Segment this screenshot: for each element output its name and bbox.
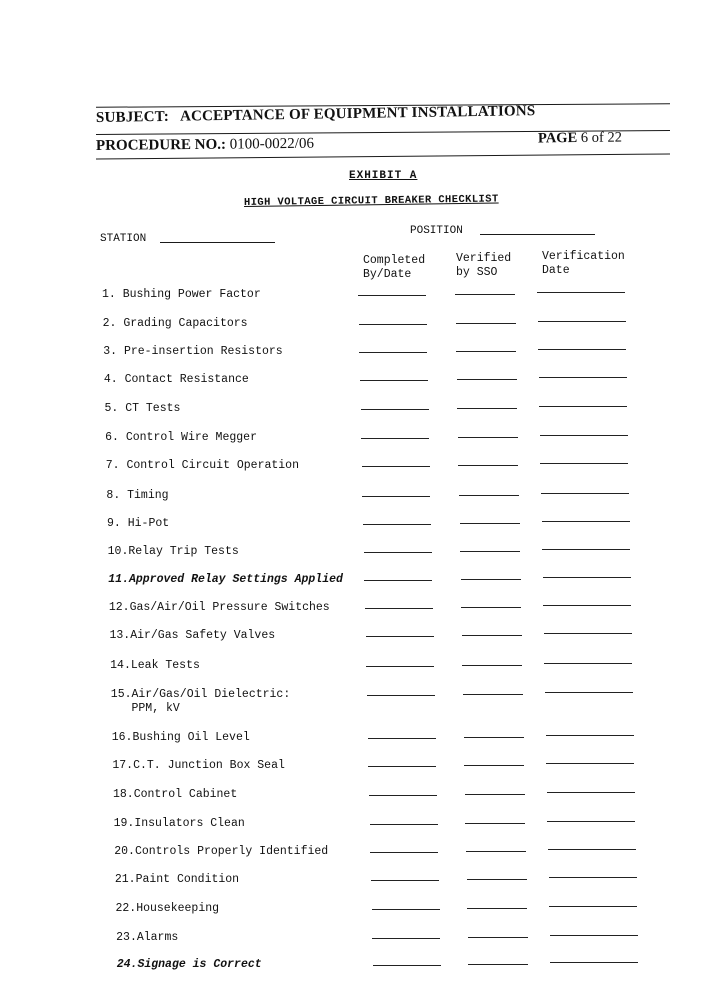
verified-blank-22[interactable] [467,908,527,909]
checklist-item-4: 4. Contact Resistance [103,373,249,386]
verified-blank-19[interactable] [465,823,525,824]
completed-blank-14[interactable] [366,666,434,667]
completed-blank-19[interactable] [370,824,438,825]
page-value: 6 of 22 [580,129,622,146]
checklist-item-18: 18.Control Cabinet [113,788,238,801]
verified-blank-7[interactable] [458,465,518,466]
completed-blank-12[interactable] [365,608,433,609]
verification-date-blank-3[interactable] [538,349,626,350]
verification-date-blank-1[interactable] [537,292,625,293]
completed-blank-16[interactable] [368,738,436,739]
verified-blank-9[interactable] [460,523,520,524]
completed-blank-3[interactable] [359,352,427,353]
completed-blank-5[interactable] [361,409,429,410]
verification-date-blank-15[interactable] [545,692,633,693]
verification-date-blank-22[interactable] [549,906,637,907]
exhibit-title: EXHIBIT A [349,170,418,182]
procedure-number: 0100-0022/06 [229,135,314,153]
checklist-item-8: 8. Timing [106,489,169,502]
verification-date-blank-11[interactable] [543,577,631,578]
verified-blank-3[interactable] [456,351,516,352]
checklist-item-16: 16.Bushing Oil Level [111,731,250,744]
column-header-verification-date: Verification Date [542,250,625,277]
verified-blank-14[interactable] [462,665,522,666]
checklist-item-23: 23.Alarms [116,931,179,944]
verification-date-blank-18[interactable] [547,792,635,793]
completed-blank-6[interactable] [361,438,429,439]
checklist-item-24: 24.Signage is Correct [116,958,262,971]
completed-blank-9[interactable] [363,524,431,525]
checklist-item-1: 1. Bushing Power Factor [102,288,261,301]
procedure-line [96,136,314,155]
checklist-item-9: 9. Hi-Pot [107,517,170,530]
completed-blank-11[interactable] [364,580,432,581]
checklist-item-20: 20.Controls Properly Identified [114,845,329,858]
position-blank[interactable] [480,234,595,235]
checklist-item-15: 15.Air/Gas/Oil Dielectric: PPM, kV [110,688,291,715]
verification-date-blank-14[interactable] [544,663,632,664]
verified-blank-12[interactable] [461,607,521,608]
completed-blank-2[interactable] [359,324,427,325]
verification-date-blank-13[interactable] [544,633,632,634]
verification-date-blank-4[interactable] [539,377,627,378]
header-rule-bottom [96,153,670,159]
verification-date-blank-20[interactable] [548,849,636,850]
verified-blank-6[interactable] [458,437,518,438]
verified-blank-8[interactable] [459,495,519,496]
verified-blank-21[interactable] [467,879,527,880]
checklist-item-21: 21.Paint Condition [114,873,240,886]
verification-date-blank-23[interactable] [550,935,638,936]
checklist-item-22: 22.Housekeeping [115,902,220,915]
procedure-label: PROCEDURE NO.: [95,136,227,154]
verified-blank-5[interactable] [457,408,517,409]
verification-date-blank-8[interactable] [541,493,629,494]
completed-blank-15[interactable] [367,695,435,696]
checklist-item-3: 3. Pre-insertion Resistors [103,345,283,358]
verification-date-blank-24[interactable] [550,962,638,963]
verified-blank-24[interactable] [468,964,528,965]
verified-blank-2[interactable] [456,323,516,324]
checklist-item-13: 13.Air/Gas Safety Valves [109,629,276,642]
completed-blank-13[interactable] [366,636,434,637]
verification-date-blank-12[interactable] [543,605,631,606]
position-label: POSITION [410,225,463,237]
verification-date-blank-6[interactable] [540,435,628,436]
verification-date-blank-19[interactable] [547,821,635,822]
checklist-item-5: 5. CT Tests [104,402,181,415]
checklist-item-2: 2. Grading Capacitors [102,317,248,330]
verified-blank-23[interactable] [468,937,528,938]
completed-blank-18[interactable] [369,795,437,796]
verification-date-blank-9[interactable] [542,521,630,522]
checklist-item-14: 14.Leak Tests [110,659,200,672]
verification-date-blank-10[interactable] [542,549,630,550]
subject-label: SUBJECT: [95,108,170,126]
station-blank[interactable] [160,242,275,243]
subject-value: ACCEPTANCE OF EQUIPMENT INSTALLATIONS [179,103,536,125]
page-number [538,130,622,148]
completed-blank-7[interactable] [362,466,430,467]
completed-blank-8[interactable] [362,496,430,497]
completed-blank-10[interactable] [364,552,432,553]
completed-blank-1[interactable] [358,295,426,296]
completed-blank-20[interactable] [370,852,438,853]
checklist-item-17: 17.C.T. Junction Box Seal [112,759,285,772]
verified-blank-15[interactable] [463,694,523,695]
verified-blank-11[interactable] [461,579,521,580]
checklist-item-6: 6. Control Wire Megger [105,431,257,444]
completed-blank-22[interactable] [372,909,440,910]
column-header-completed: Completed By/Date [363,254,426,281]
verified-blank-17[interactable] [464,765,524,766]
completed-blank-4[interactable] [360,380,428,381]
checklist-item-19: 19.Insulators Clean [113,817,245,830]
verified-blank-10[interactable] [460,551,520,552]
verified-blank-1[interactable] [455,294,515,295]
verification-date-blank-2[interactable] [538,321,626,322]
verification-date-blank-21[interactable] [549,877,637,878]
verification-date-blank-17[interactable] [546,763,634,764]
completed-blank-24[interactable] [373,965,441,966]
verified-blank-4[interactable] [457,379,517,380]
completed-blank-23[interactable] [372,938,440,939]
completed-blank-21[interactable] [371,880,439,881]
verified-blank-18[interactable] [465,794,525,795]
page-label: PAGE [537,130,578,147]
checklist-item-7: 7. Control Circuit Operation [105,459,299,472]
checklist-item-12: 12.Gas/Air/Oil Pressure Switches [108,601,330,614]
completed-blank-17[interactable] [368,766,436,767]
checklist-item-10: 10.Relay Trip Tests [107,545,239,558]
verification-date-blank-5[interactable] [539,406,627,407]
checklist-title: HIGH VOLTAGE CIRCUIT BREAKER CHECKLIST [243,193,499,209]
column-header-verified: Verified by SSO [456,252,512,279]
station-label: STATION [100,233,147,245]
verification-date-blank-7[interactable] [540,463,628,464]
verified-blank-13[interactable] [462,635,522,636]
verified-blank-16[interactable] [464,737,524,738]
verified-blank-20[interactable] [466,851,526,852]
verification-date-blank-16[interactable] [546,735,634,736]
checklist-item-11: 11.Approved Relay Settings Applied [108,573,343,586]
